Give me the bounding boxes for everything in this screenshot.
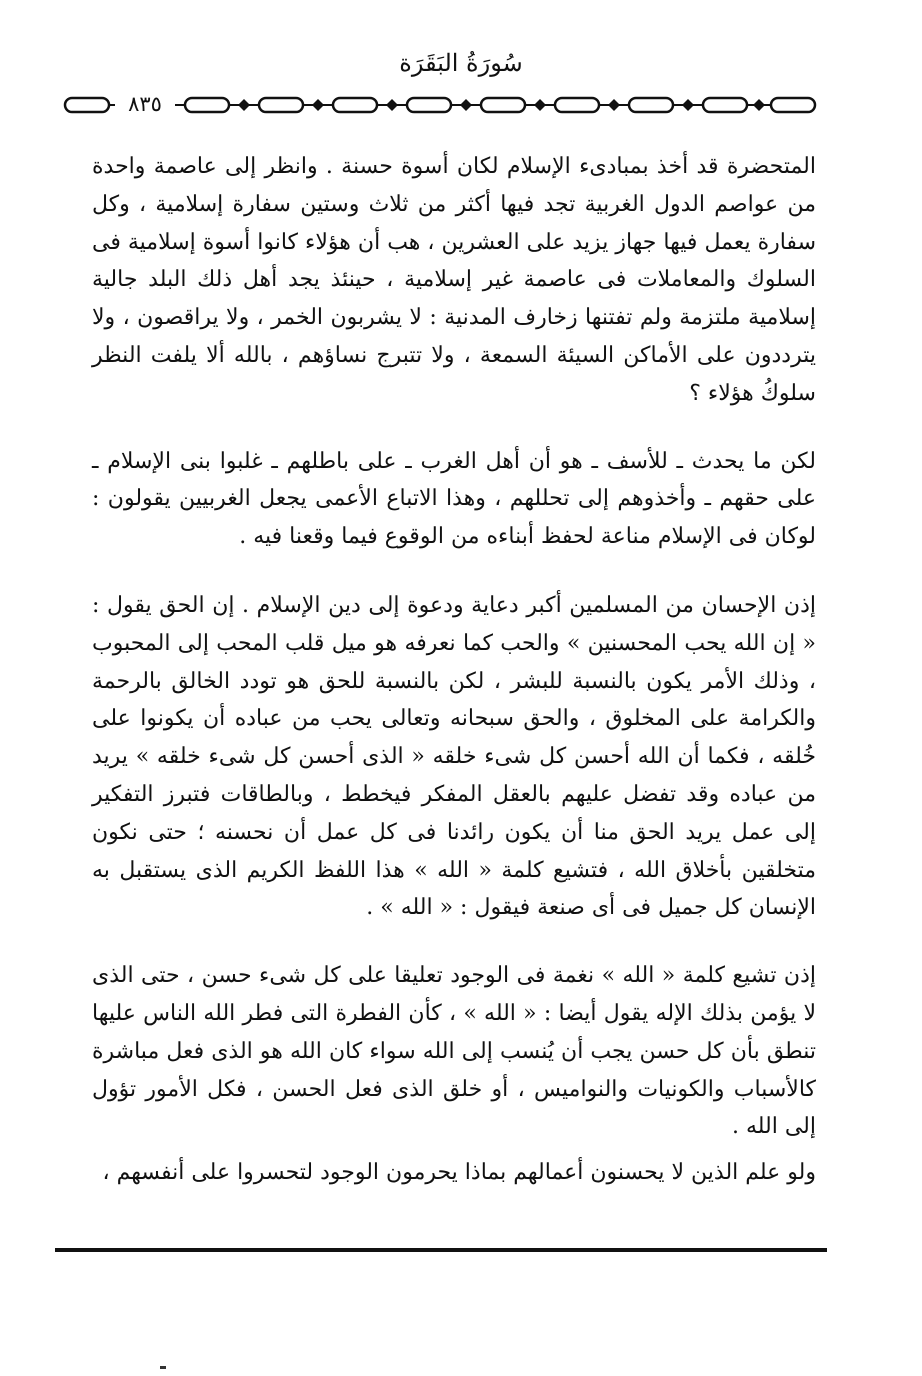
paragraph: إذن الإحسان من المسلمين أكبر دعاية ودعوة إلى دين الإسلام . إن الحق يقول : « إن الله يحب المحسنين » والحب كما نعرفه هو ميل قلب المحب إلى المحبوب ، وذلك الأمر يكون بالنسبة للبشر ، لكن بالنسبة للحق هو تودد الخالق بالرحمة والكرامة على المخلوق ، والحق سبحانه وتعالى يحب من عباده أن يكونوا على خُلقه ، فكما أن الله أحسن كل شىء خلقه « الذى أحسن كل شىء خلقه » يريد من عباده وقد تفضل عليهم بالعقل المفكر فيخطط ، وبالطاقات فتبرز التفكير إلى عمل يريد الحق منا أن يكون رائدنا فى كل عمل أن نحسنه ؛ حتى نكون متخلقين بأخلاق الله ، فتشيع كلمة « الله » هذا اللفظ الكريم الذى يستقبل به الإنسان كل جميل فى أى صنعة فيقول : « الله » .: [92, 592, 816, 921]
paragraph: إذن تشيع كلمة « الله » نغمة فى الوجود تعليقا على كل شىء حسن ، حتى الذى لا يؤمن بذلك الإله يقول أيضا : « الله » ، كأن الفطرة التى فطر الله الناس عليها تنطق بأن كل حسن يجب أن يُنسب إلى الله سواء كان الله هو الذى فعل مباشرة كالأسباب والكونيات والنواميس ، أو خلق الذى فعل الحسن ، فكل الأمور تؤول إلى الله .: [92, 963, 816, 1140]
print-mark: [160, 1366, 166, 1369]
footer-rule: [55, 1248, 827, 1252]
page-body: [92, 148, 816, 1192]
paragraph: لكن ما يحدث ـ للأسف ـ هو أن أهل الغرب ـ على باطلهم ـ غلبوا بنى الإسلام ـ على حقهم ـ وأخذوهم إلى تحللهم ، وهذا الاتباع الأعمى يجعل الغربيين يقولون : لوكان فى الإسلام مناعة لحفظ أبناءه من الوقوع فيما وقعنا فيه .: [92, 448, 816, 550]
paragraph: ولو علم الذين لا يحسنون أعمالهم بماذا يحرمون الوجود لتحسروا على أنفسهم ،: [102, 1160, 816, 1186]
surah-title: سُورَةُ البَقَرَة: [399, 49, 523, 77]
paragraph: المتحضرة قد أخذ بمبادىء الإسلام لكان أسوة حسنة . وانظر إلى عاصمة واحدة من عواصم الدول الغربية تجد فيها أكثر من ثلاث وستين سفارة إسلامية ، وكل سفارة يعمل فيها جهاز يزيد على العشرين ، هب أن هؤلاء كانوا أسوة إسلامية فى السلوك والمعاملات فى عاصمة غير إسلامية ، حينئذ يجد أهل ذلك البلد جالية إسلامية ملتزمة ولم تفتنها زخارف المدنية : لا يشربون الخمر ، ولا يراقصون ، ولا يترددون على الأماكن السيئة السمعة ، ولا تتبرج نساؤهم ، بالله ألا يلفت النظر سلوكُ هؤلاء ؟: [92, 154, 816, 406]
page-number: ٨٣٥: [115, 90, 175, 118]
